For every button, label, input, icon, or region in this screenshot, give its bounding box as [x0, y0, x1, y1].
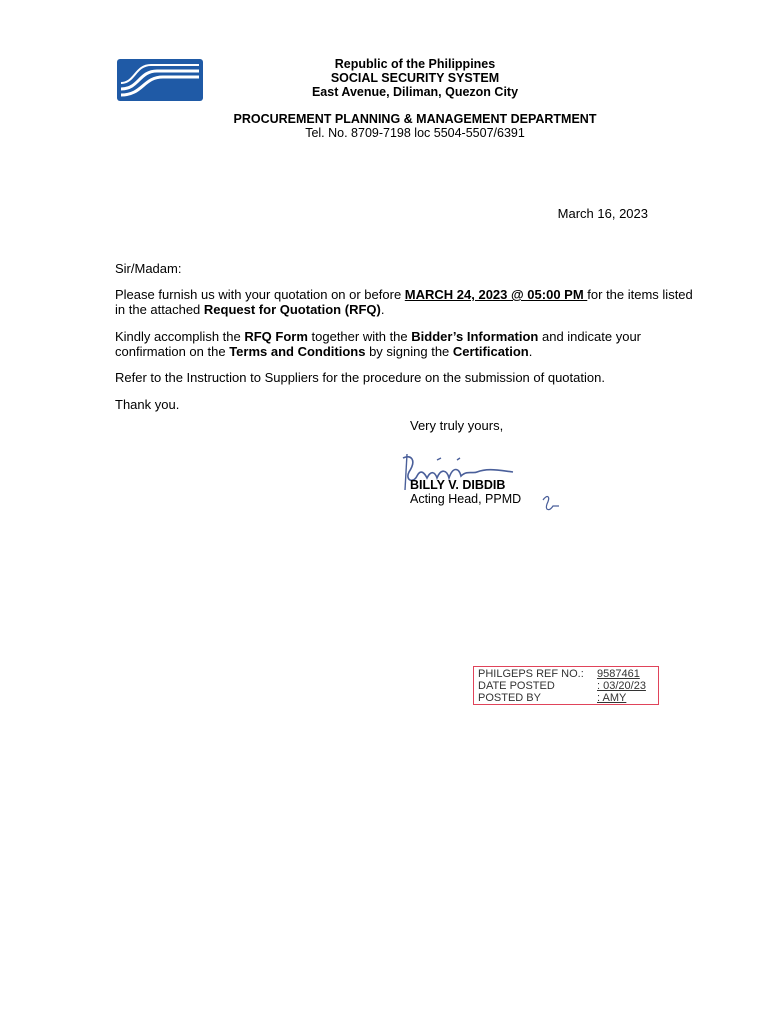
philgeps-posting-stamp	[473, 666, 659, 705]
stamp-by-value: : AMY	[597, 692, 627, 704]
stamp-date-label: DATE POSTED	[478, 680, 555, 692]
header-address: East Avenue, Diliman, Quezon City	[311, 85, 519, 99]
signer-name: BILLY V. DIBDIB	[410, 478, 506, 492]
signer-title: Acting Head, PPMD	[410, 492, 522, 506]
letter-date: March 16, 2023	[557, 206, 648, 221]
paragraph-deadline: Please furnish us with your quotation on or before MARCH 24, 2023 @ 05:00 PM for the items listed in the attached Request for Quotation (RFQ).	[115, 287, 693, 317]
deadline-date: MARCH 24, 2023 @ 05:00 PM	[404, 287, 588, 302]
header-agency: SOCIAL SECURITY SYSTEM	[330, 71, 500, 85]
stamp-by-label: POSTED BY	[478, 692, 541, 704]
closing: Very truly yours,	[410, 418, 504, 433]
paragraph-refer: Refer to the Instruction to Suppliers for the procedure on the submission of quotation.	[115, 370, 605, 385]
stamp-date-value: : 03/20/23	[597, 680, 646, 692]
thank-you: Thank you.	[115, 397, 180, 412]
header-republic: Republic of the Philippines	[334, 57, 496, 71]
stamp-ref-label: PHILGEPS REF NO.:	[478, 668, 584, 680]
stamp-ref-value: 9587461	[597, 668, 640, 680]
header-department: PROCUREMENT PLANNING & MANAGEMENT DEPARTMENT	[233, 112, 597, 126]
paragraph-instructions: Kindly accomplish the RFQ Form together with the Bidder’s Information and indicate your confirmation on the Terms and Conditions by signing the Certification.	[115, 329, 641, 359]
salutation: Sir/Madam:	[115, 261, 182, 276]
header-telephone: Tel. No. 8709-7198 loc 5504-5507/6391	[305, 126, 525, 140]
